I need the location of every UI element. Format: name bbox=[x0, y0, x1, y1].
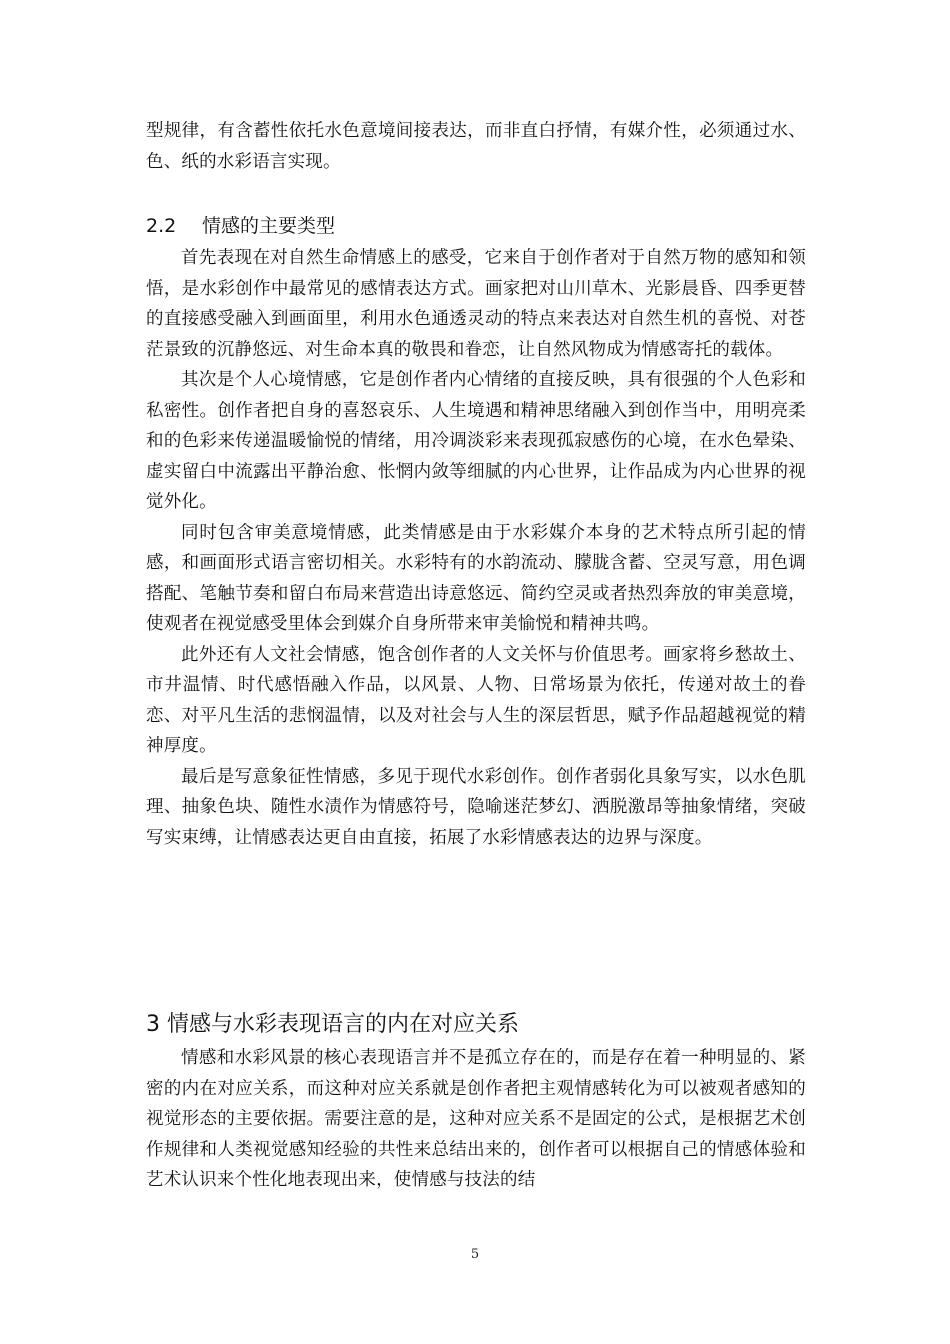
continuation-paragraph: 型规律，有含蓄性依托水色意境间接表达，而非直白抒情，有媒介性，必须通过水、色、纸的水彩语言实现。 bbox=[146, 121, 806, 172]
body-paragraph: 其次是个人心境情感，它是创作者内心情绪的直接反映，具有很强的个人色彩和私密性。创作者把自身的喜怒哀乐、人生境遇和精神思绪融入到创作当中，用明亮柔和的色彩来传递温暖愉悦的情绪，用冷调淡彩来表现孤寂感伤的心境，在水色晕染、虚实留白中流露出平静治愈、怅惘内敛等细腻的内心世界，让作品成为内心世界的视觉外化。 bbox=[146, 370, 806, 512]
section-title: 情感的主要类型 bbox=[202, 215, 336, 237]
page-number: 5 bbox=[470, 1247, 480, 1262]
section-3 bbox=[146, 1008, 806, 1042]
body-paragraph: 情感和水彩风景的核心表现语言并不是孤立存在的，而是存在着一种明显的、紧密的内在对应关系，而这种对应关系就是创作者把主观情感转化为可以被观者感知的视觉形态的主要依据。需要注意的是，这种对应关系不是固定的公式，是根据艺术创作规律和人类视觉感知经验的共性来总结出来的，创作者可以根据自己的情感体验和艺术认识来个性化地表现出来，使情感与技法的结 bbox=[146, 1048, 806, 1190]
section-number: 2.2 bbox=[146, 215, 177, 237]
chapter-heading: 3 情感与水彩表现语言的内在对应关系 bbox=[146, 1012, 519, 1037]
body-paragraph: 此外还有人文社会情感，饱含创作者的人文关怀与价值思考。画家将乡愁故土、市井温情、时代感悟融入作品，以风景、人物、日常场景为依托，传递对故土的眷恋、对平凡生活的悲悯温情，以及对社会与人生的深层哲思，赋予作品超越视觉的精神厚度。 bbox=[146, 644, 806, 756]
body-paragraph: 首先表现在对自然生命情感上的感受，它来自于创作者对于自然万物的感知和领悟，是水彩创作中最常见的感情表达方式。画家把对山川草木、光影晨昏、四季更替的直接感受融入到画面里，利用水色通透灵动的特点来表达对自然生机的喜悦、对苍茫景致的沉静悠远、对生命本真的敬畏和眷恋，让自然风物成为情感寄托的载体。 bbox=[146, 248, 806, 360]
section-2-2-body bbox=[146, 243, 806, 853]
section-heading bbox=[146, 211, 806, 241]
section-3-body bbox=[146, 1043, 806, 1196]
body-paragraph: 最后是写意象征性情感，多见于现代水彩创作。创作者弱化具象写实，以水色肌理、抽象色块、随性水渍作为情感符号，隐喻迷茫梦幻、洒脱激昂等抽象情绪，突破写实束缚，让情感表达更自由直接，拓展了水彩情感表达的边界与深度。 bbox=[146, 766, 806, 848]
continuation-block bbox=[146, 116, 806, 177]
section-2-2 bbox=[146, 211, 806, 241]
body-paragraph: 同时包含审美意境情感，此类情感是由于水彩媒介本身的艺术特点所引起的情感，和画面形式语言密切相关。水彩特有的水韵流动、朦胧含蓄、空灵写意，用色调搭配、笔触节奏和留白布局来营造出诗意悠远、简约空灵或者热烈奔放的审美意境，使观者在视觉感受里体会到媒介自身所带来审美愉悦和精神共鸣。 bbox=[146, 522, 806, 634]
